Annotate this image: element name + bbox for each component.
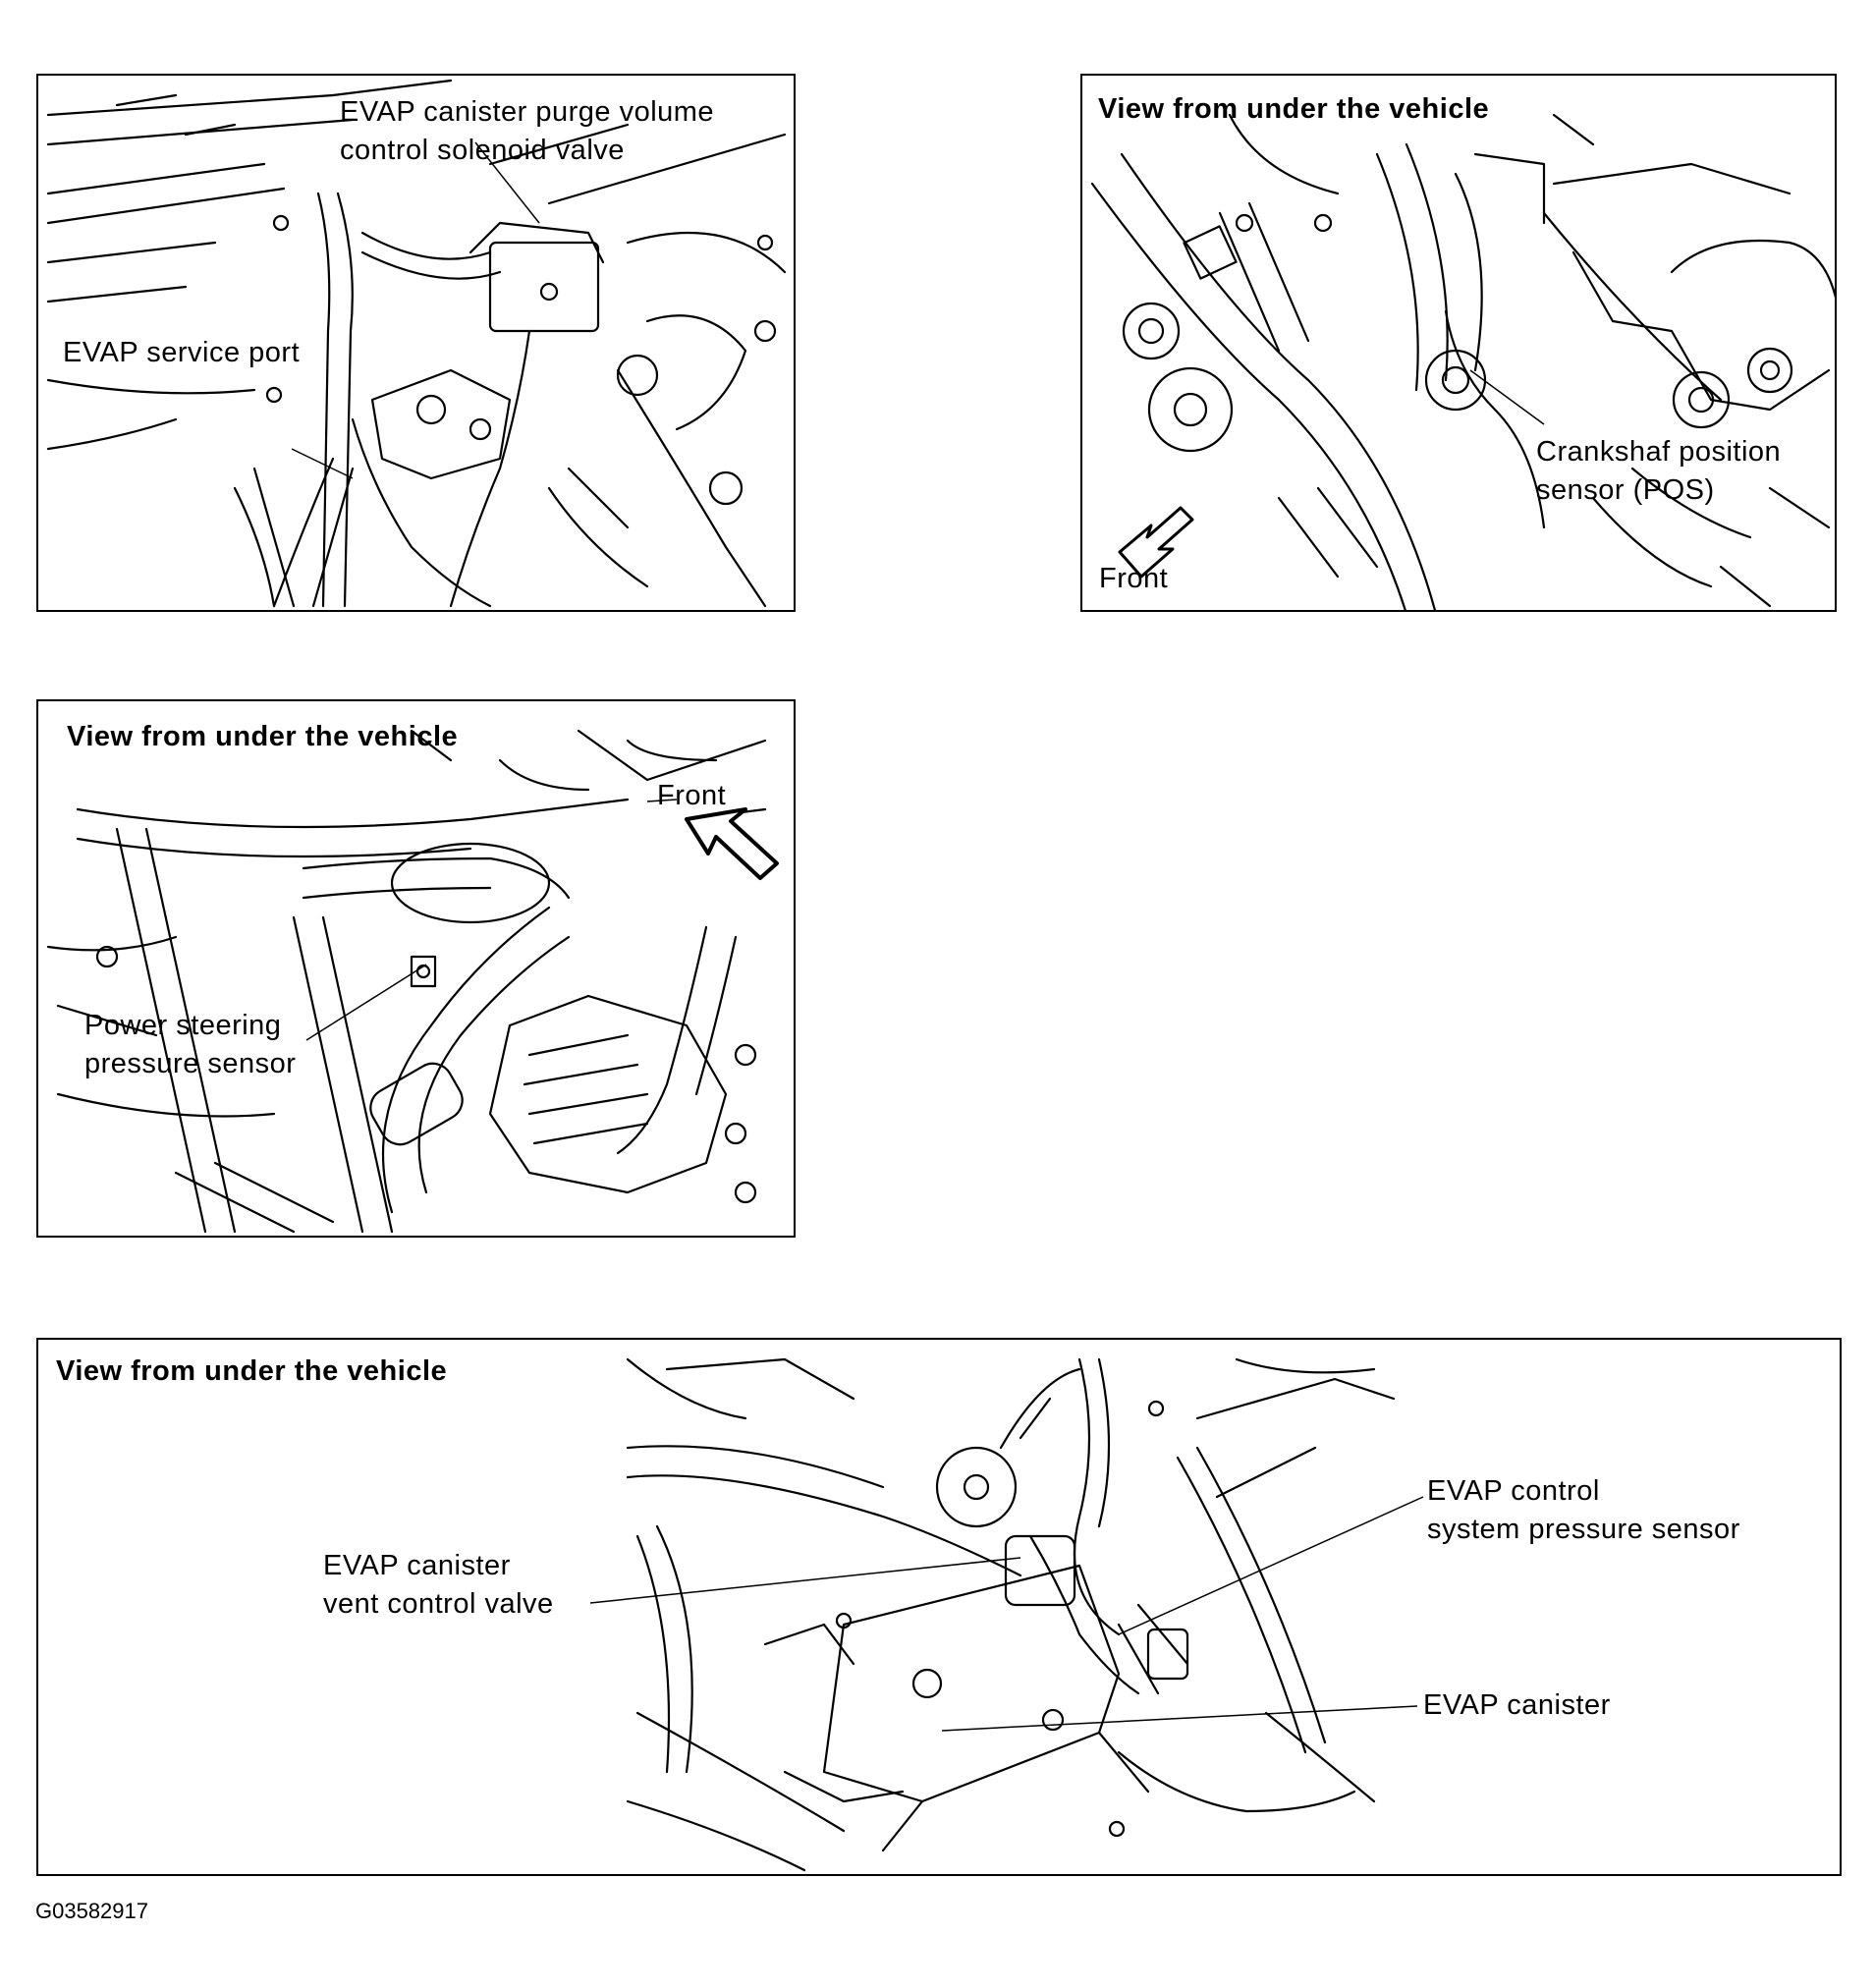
label-front: Front — [1099, 563, 1169, 594]
label-vent-valve-line2: vent control valve — [323, 1588, 554, 1620]
label-evap-canister: EVAP canister — [1423, 1689, 1611, 1721]
panel-title: View from under the vehicle — [67, 721, 459, 752]
label-pressure-sensor-line1: EVAP control — [1427, 1475, 1600, 1507]
label-purge-solenoid-line2: control solenoid valve — [340, 135, 625, 166]
engine-line-drawing — [38, 1340, 1842, 1876]
label-power-steering-line1: Power steering — [84, 1010, 282, 1041]
label-purge-solenoid-line1: EVAP canister purge volume — [340, 96, 715, 128]
label-pressure-sensor-line2: system pressure sensor — [1427, 1514, 1740, 1545]
front-arrow-icon — [687, 809, 777, 878]
panel-crankshaft-sensor — [1080, 74, 1837, 612]
label-crankshaft-sensor-line1: Crankshaf position — [1536, 436, 1782, 468]
engine-line-drawing — [1082, 76, 1837, 612]
panel-title: View from under the vehicle — [56, 1355, 448, 1387]
label-front: Front — [657, 780, 727, 811]
label-crankshaft-sensor-line2: sensor (POS) — [1536, 474, 1715, 506]
panel-evap-canister — [36, 1338, 1842, 1876]
figure-code: G03582917 — [35, 1899, 148, 1923]
label-evap-service-port: EVAP service port — [63, 337, 301, 368]
label-power-steering-line2: pressure sensor — [84, 1048, 297, 1079]
panel-title: View from under the vehicle — [1098, 93, 1490, 125]
panel-power-steering-sensor — [36, 699, 796, 1238]
panel-evap-purge — [36, 74, 796, 612]
label-vent-valve-line1: EVAP canister — [323, 1550, 511, 1581]
